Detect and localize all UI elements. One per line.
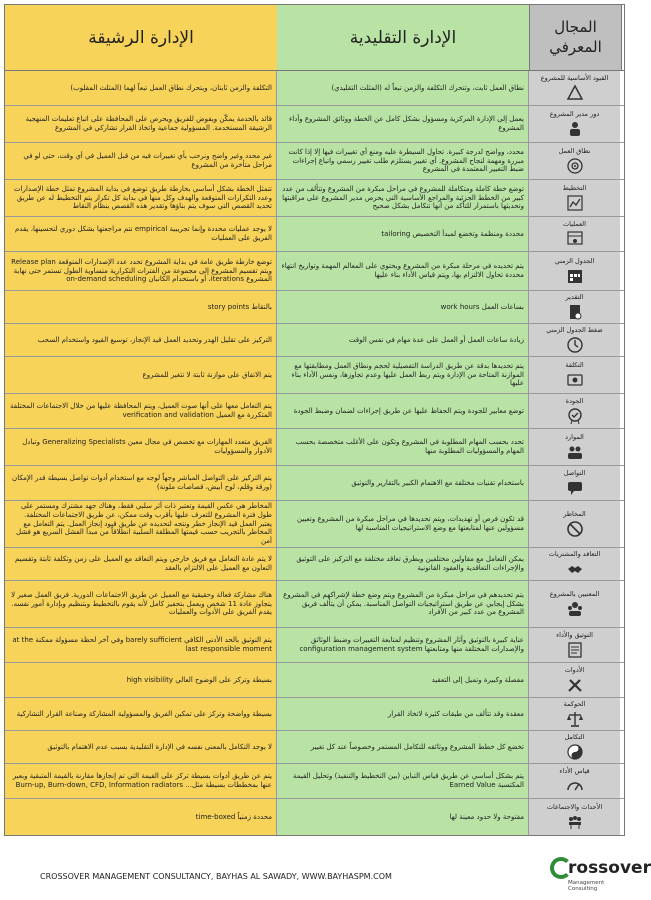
people-icon bbox=[566, 443, 584, 461]
money-icon bbox=[566, 371, 584, 389]
agile-cell bbox=[5, 663, 277, 697]
gauge-icon bbox=[566, 777, 584, 795]
area-cell bbox=[529, 429, 620, 465]
agile-text: يتم التعامل معها على أنها صوت العميل، ويتم المحافظة عليها من خلال الاجتماعات المختلفة المتكررة مع العميل verification and validation bbox=[10, 402, 272, 419]
table-row bbox=[5, 142, 624, 179]
area-label: التخطيط bbox=[562, 184, 587, 193]
table-row bbox=[5, 216, 624, 251]
agile-cell bbox=[5, 581, 277, 627]
traditional-text: توضع معايير للجودة ويتم الحفاظ عليها عن طريق إجراءات لضمان وضبط الجودة bbox=[293, 406, 524, 415]
traditional-text: زيادة ساعات العمل أو العمل على عدة مهام في نفس الوقت bbox=[348, 335, 524, 344]
crossover-logo bbox=[548, 855, 651, 895]
table-row bbox=[5, 179, 624, 216]
header-area: المجال المعرفي bbox=[530, 5, 622, 70]
table-row bbox=[5, 662, 624, 697]
traditional-cell bbox=[277, 394, 529, 428]
traditional-cell bbox=[277, 106, 529, 142]
area-label: الحوكمة bbox=[563, 700, 586, 709]
area-label: التعاقد والمشتريات bbox=[548, 550, 601, 559]
agile-text: المخاطر هي عكس القيمة وتعتبر ذات أثر سلبي فقط، وهناك جهد مشترك ومستمر على طول فترة المشروع للتعرف عليها بأقرب وقت ممكن، عن طريق الاجتماعات المختلفة. يعتبر العمل قيد الإنجاز خطر ونتجه لتحديده عن طريق قيود إنجاز العمل. يتم التعامل مع المخاطر بالتجريب حسب قيمتها المطلقة السلبية انطلاقاً من مبدأ الفشل السريع هو فشل أمن bbox=[15, 502, 272, 546]
clock-icon bbox=[566, 336, 584, 354]
agile-text: بالنقاط story points bbox=[207, 302, 272, 311]
area-label: قياس الأداء bbox=[559, 767, 590, 776]
area-cell bbox=[529, 698, 620, 730]
agile-text: التركيز على تقليل الهدر وتحديد العمل قيد الإنجاز، توسيع القيود واستخدام السحب bbox=[37, 335, 272, 344]
area-label: دور مدير المشروع bbox=[549, 110, 600, 119]
area-label: العمليات bbox=[563, 220, 586, 229]
area-label: الأحداث والاجتماعات bbox=[546, 803, 603, 812]
area-cell bbox=[529, 731, 620, 763]
stakeholder-icon bbox=[566, 600, 584, 618]
area-cell bbox=[529, 581, 620, 627]
agile-text: بسيطة وواضحة وتركز على تمكين الفريق والمسؤولية المشاركة وصناعة القرار التشاركية bbox=[16, 709, 272, 718]
report-icon bbox=[566, 641, 584, 659]
agile-cell bbox=[5, 217, 277, 251]
traditional-cell bbox=[277, 501, 529, 547]
agile-text: لا يوجد عمليات محددة وإنما تجريبية empirical تتم مراجعتها بشكل دوري لتحسينها، يقدم الفريق على العمليات bbox=[14, 225, 272, 242]
scale-icon bbox=[566, 710, 584, 728]
risk-icon bbox=[566, 520, 584, 538]
area-cell bbox=[529, 71, 620, 105]
area-cell bbox=[529, 501, 620, 547]
logo-subtitle: Management Consulting bbox=[568, 880, 605, 892]
traditional-text: يتم تحديدهم في مراحل مبكرة من المشروع ويتم وضع خطة لإشراكهم في المشروع بشكل إيجابي عن طريق استراتيجيات التواصل المناسبة. يمكن أن يتألف فريق المشروع من عدد كبير من الأفراد bbox=[283, 590, 524, 617]
quality-icon bbox=[566, 407, 584, 425]
traditional-cell bbox=[277, 764, 529, 798]
table-row bbox=[5, 105, 624, 142]
traditional-cell bbox=[277, 799, 529, 835]
header-agile: الإدارة الرشيقة bbox=[5, 5, 277, 70]
area-label: التقدير bbox=[565, 293, 584, 302]
area-cell bbox=[529, 106, 620, 142]
traditional-text: تخضع كل خطط المشروع ووثائقه للتكامل المستمر وخصوصاً عند كل تغيير bbox=[310, 742, 524, 751]
traditional-cell bbox=[277, 252, 529, 290]
traditional-cell bbox=[277, 324, 529, 356]
area-cell bbox=[529, 180, 620, 216]
area-label: الجودة bbox=[565, 397, 584, 406]
traditional-cell bbox=[277, 217, 529, 251]
agile-text: قائد بالخدمة يمكّن ويفوض للفريق ويحرص على المحافظة على اتباع تعليمات المنهجية الرشيقة المستخدمة. المسؤولية جماعية واتخاذ القرار تشاركي في المشروع bbox=[25, 115, 272, 132]
table-row bbox=[5, 71, 624, 105]
area-label: المعنيين بالمشروع bbox=[549, 590, 600, 599]
calendar-icon bbox=[566, 267, 584, 285]
traditional-cell bbox=[277, 143, 529, 179]
agile-cell bbox=[5, 291, 277, 323]
traditional-text: يتم بشكل أساسي عن طريق قياس التباين (بين التخطيط والتنفيذ) وتحليل القيمة المكتسبة Earned Value bbox=[293, 772, 524, 789]
table-row bbox=[5, 580, 624, 627]
traditional-text: معقدة وقد تتألف من طبقات كثيرة لاتخاذ القرار bbox=[387, 709, 524, 718]
agile-cell bbox=[5, 466, 277, 500]
table-row bbox=[5, 393, 624, 428]
area-label: القيود الأساسية للمشروع bbox=[540, 74, 609, 83]
traditional-text: يمكن التعامل مع مقاولين مختلفين وبطرق تعاقد مختلفة مع التركيز على التوثيق والإجراءات التعاقدية والعقود القانونية bbox=[296, 555, 524, 572]
area-cell bbox=[529, 357, 620, 393]
agile-cell bbox=[5, 501, 277, 547]
area-cell bbox=[529, 663, 620, 697]
area-cell bbox=[529, 628, 620, 662]
traditional-cell bbox=[277, 429, 529, 465]
chat-icon bbox=[566, 479, 584, 497]
agile-cell bbox=[5, 106, 277, 142]
traditional-cell bbox=[277, 357, 529, 393]
traditional-text: يعمل إلى الإدارة المركزية ومسؤول بشكل كامل عن الخطة ووثائق المشروع وأداء المشروع bbox=[288, 115, 524, 132]
area-cell bbox=[529, 548, 620, 580]
agile-text: لا يتم عادة التعامل مع فريق خارجي ويتم التعاقد مع العميل على زمن وتكلفة ثابتة وتقسيم التعاون مع العميل على الالتزام بالعقد bbox=[15, 555, 272, 572]
comparison-table bbox=[4, 4, 625, 836]
table-row bbox=[5, 465, 624, 500]
agile-cell bbox=[5, 799, 277, 835]
agile-cell bbox=[5, 71, 277, 105]
area-label: التواصل bbox=[563, 469, 586, 478]
area-label: ضغط الجدول الزمني bbox=[546, 326, 603, 335]
agile-cell bbox=[5, 548, 277, 580]
agile-text: لا يوجد التكامل بالمعنى نفسه في الإدارة التقليدية بسبب عدم الاهتمام بالتوثيق bbox=[47, 742, 272, 751]
area-cell bbox=[529, 291, 620, 323]
traditional-cell bbox=[277, 291, 529, 323]
logo-word: rossover bbox=[568, 858, 651, 878]
agile-cell bbox=[5, 324, 277, 356]
agile-text: محددة زمنياً time-boxed bbox=[195, 812, 272, 821]
header-traditional: الإدارة التقليدية bbox=[277, 5, 530, 70]
agile-cell bbox=[5, 628, 277, 662]
footer-credit: CROSSOVER MANAGEMENT CONSULTANCY, BAYHAS AL SAWADY, WWW.BAYHASPM.COM bbox=[40, 872, 392, 881]
traditional-cell bbox=[277, 628, 529, 662]
process-icon bbox=[566, 230, 584, 248]
traditional-text: محدد، وواضح لدرجة كبيرة. تحاول السيطرة عليه ومنع أي تغييرات فيها إلا إذا كانت مبررة ومهمة لنجاح المشروع. أي تغيير يستلزم طلب تغيير رسمي واتباع إجراءات ضبط التغيير المعتمدة في المشروع bbox=[288, 147, 524, 174]
traditional-text: بساعات العمل work hours bbox=[440, 302, 524, 311]
area-cell bbox=[529, 466, 620, 500]
area-label: المخاطر bbox=[563, 510, 586, 519]
agile-text: التكلفة والزمن ثابتان، ويتحرك نطاق العمل تبعاً لهما (المثلث المقلوب) bbox=[70, 83, 272, 92]
tools-icon bbox=[566, 676, 584, 694]
table-row bbox=[5, 290, 624, 323]
area-label: الجدول الزمني bbox=[554, 257, 595, 266]
traditional-cell bbox=[277, 466, 529, 500]
traditional-text: مفصلة وكبيرة وتميل إلى التعقيد bbox=[431, 675, 524, 684]
agile-cell bbox=[5, 394, 277, 428]
area-cell bbox=[529, 252, 620, 290]
area-label: الأدوات bbox=[564, 666, 585, 675]
agile-text: تتمثل الخطة بشكل أساسي بخارطة طريق توضع في بداية المشروع تمثل خطة الإصدارات وعدد التكرارات المتوقعة والهدف وكل منها في بداية كل تكرار يتم التخطيط له عن طريق تحديد القصص التي سوف يتم بناؤها وتقدير هذه القصص بنظام النقاط bbox=[14, 184, 272, 211]
area-label: الموارد bbox=[565, 433, 584, 442]
agile-text: توضع خارطة طريق عامة في بداية المشروع تحدد عدد الإصدارات المتوقعة Release plan ويتم تقسيم المشروع إلى مجموعة من الفترات التكرارية متساوية الطول تستمر حتى نهاية المشروع iterations، أو باستخدام الكانبان on-demand scheduling bbox=[11, 257, 272, 284]
area-label: التوثيق والأداء bbox=[556, 631, 593, 640]
traditional-cell bbox=[277, 548, 529, 580]
agile-cell bbox=[5, 429, 277, 465]
table-row bbox=[5, 323, 624, 356]
table-row bbox=[5, 697, 624, 730]
traditional-cell bbox=[277, 581, 529, 627]
table-row bbox=[5, 500, 624, 547]
area-cell bbox=[529, 324, 620, 356]
table-row bbox=[5, 798, 624, 835]
traditional-text: مفتوحة ولا حدود معينة لها bbox=[449, 812, 524, 821]
handshake-icon bbox=[566, 560, 584, 578]
doc-icon bbox=[566, 303, 584, 321]
agile-cell bbox=[5, 764, 277, 798]
table-row bbox=[5, 547, 624, 580]
area-cell bbox=[529, 764, 620, 798]
agile-cell bbox=[5, 180, 277, 216]
agile-cell bbox=[5, 698, 277, 730]
traditional-cell bbox=[277, 180, 529, 216]
traditional-cell bbox=[277, 71, 529, 105]
table-header bbox=[4, 4, 625, 71]
agile-text: يتم التركيز على التواصل المباشر وجهاً لوجه مع استخدام أدوات تواصل بسيطة قدر الإمكان (ورقة وقلم، لوح أبيض، قصاصات ملونة) bbox=[12, 474, 272, 491]
triangle-icon bbox=[566, 84, 584, 102]
traditional-text: توضع خطة كاملة ومتكاملة للمشروع في مراحل مبكرة من المشروع وتتألف من عدد كبير من الخطط الجزئية والمراجع الأساسية التي يحرص مدير المشروع على مراقبتها وتحديثها باستمرار للتأكد من أنها تتكامل بشكل صحيح bbox=[282, 184, 524, 211]
table-row bbox=[5, 730, 624, 763]
area-label: التكلفة bbox=[565, 361, 584, 370]
traditional-text: قد تكون فرص أو تهديدات، ويتم تحديدها في مراحل مبكرة من المشروع وتعيين مسؤولين عنها لمتابعتها مع وضع الاستراتيجيات المناسبة لها bbox=[297, 515, 524, 532]
agile-cell bbox=[5, 143, 277, 179]
traditional-text: باستخدام تقنيات مختلفة مع الاهتمام الكبير بالتقارير والتوثيق bbox=[351, 478, 524, 487]
table-row bbox=[5, 428, 624, 465]
traditional-text: عناية كبيرة بالتوثيق وأثار المشروع وتنظيم لمتابعة التغييرات وضبط الوثائق والإصدارات المختلفة منها ومتابعتها configuration management system bbox=[299, 636, 524, 653]
area-cell bbox=[529, 799, 620, 835]
table-row bbox=[5, 763, 624, 798]
area-cell bbox=[529, 394, 620, 428]
table-row bbox=[5, 251, 624, 290]
traditional-text: تحدد بحسب المهام المطلوبة في المشروع وتكون على الأغلب متخصصة بحسب المهام والمسؤوليات المطلوبة منها bbox=[295, 438, 524, 455]
yinyang-icon bbox=[566, 743, 584, 761]
area-label: نطاق العمل bbox=[558, 147, 591, 156]
traditional-cell bbox=[277, 663, 529, 697]
agile-text: الفريق متعدد المهارات مع تخصص في مجال معين Generalizing Specialists وتبادل الأدوار والمسؤوليات bbox=[22, 438, 272, 455]
agile-cell bbox=[5, 252, 277, 290]
chart-icon bbox=[566, 194, 584, 212]
traditional-cell bbox=[277, 698, 529, 730]
area-label: التكامل bbox=[564, 733, 585, 742]
traditional-text: يتم تحديدها بدقة عن طريق الدراسة التفصيلية لحجم ونطاق العمل ومطابقتها مع الموازنة المتاحة من الإدارة ويتم ربط العمل عليها وعدم تجاوزها، ونفس الأداء بناء عليها bbox=[291, 361, 524, 388]
target-icon bbox=[566, 157, 584, 175]
table-row bbox=[5, 627, 624, 662]
table-body bbox=[4, 71, 625, 836]
area-cell bbox=[529, 217, 620, 251]
traditional-text: محددة ومنظمة وتخضع لمبدأ التخصيص tailoring bbox=[381, 229, 524, 238]
meeting-icon bbox=[566, 813, 584, 831]
agile-text: يتم التوثيق بالحد الأدنى الكافي barely sufficient وفي آخر لحظة مسؤولة ممكنة at the last responsible moment bbox=[12, 636, 272, 653]
agile-text: يتم عن طريق أدوات بسيطة تركز على القيمة التي تم إنجازها مقارنة بالقيمة المتبقية وبعبر عنها بمخططات بسيطة مثل... Burn-up, Burn-down, CFD, Information radiators bbox=[12, 772, 272, 789]
area-cell bbox=[529, 143, 620, 179]
agile-text: هناك مشاركة فعالة وحقيقية مع العميل عن طريق الاجتماعات الدورية. فريق العمل صغير لا يتجاوز عادة 11 شخص ويعمل بتحفيز كامل لأنه يقوم بالتخطيط وبتنظيم وبإدارة أمور نفسه. يقدم الفريق على الأدوات والعمليات bbox=[11, 590, 272, 617]
traditional-cell bbox=[277, 731, 529, 763]
traditional-text: نطاق العمل ثابت، وتتحرك التكلفة والزمن تبعاً له (المثلث التقليدي) bbox=[331, 83, 524, 92]
traditional-text: يتم تحديده في مرحلة مبكرة من المشروع ويحتوي على المعالم المهمة وتواريخ انتهاء محددة تحاول الالتزام بها، ويتم قياس الأداء بناء عليها bbox=[281, 262, 524, 279]
table-row bbox=[5, 356, 624, 393]
agile-text: يتم الاتفاق على موازنة ثابتة لا تتغير للمشروع bbox=[142, 370, 272, 379]
person-icon bbox=[566, 120, 584, 138]
agile-text: بسيطة وتركز على الوضوح العالي high visibility bbox=[126, 675, 272, 684]
agile-cell bbox=[5, 357, 277, 393]
agile-text: غير محدد وغير واضح ونرحب بأي تغييرات فيه من قبل العميل في أي وقت، حتى لو في مراحل متأخرة من المشروع bbox=[23, 152, 272, 169]
agile-cell bbox=[5, 731, 277, 763]
